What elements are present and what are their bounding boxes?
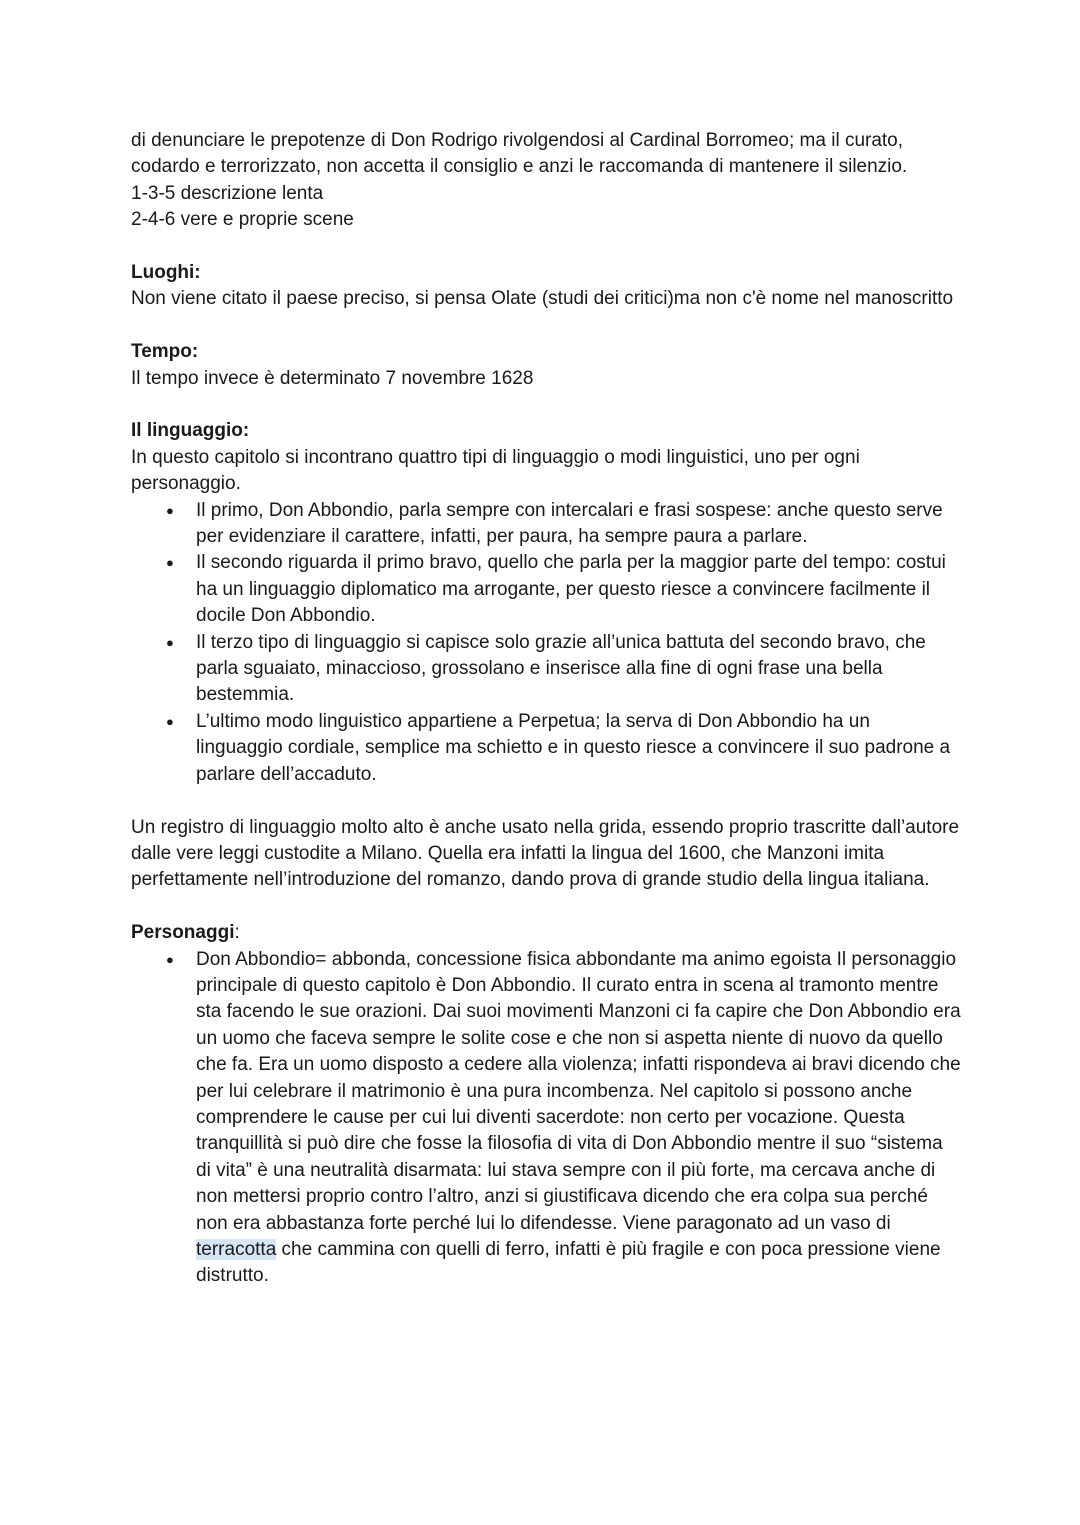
heading-luoghi: Luoghi:	[131, 262, 201, 284]
heading-colon: :	[234, 922, 240, 944]
list-item: ● Il secondo riguarda il primo bravo, quello che parla per la maggior parte del tempo: costui ha un linguaggio diplomatico ma arrogante, per questo riesce a convincere facilmente il docile Don Abbondio.	[196, 550, 961, 629]
spacer	[131, 313, 961, 339]
intro-chapters-scenes: 2-4-6 vere e proprie scene	[131, 209, 354, 231]
spacer	[131, 894, 961, 920]
list-item	[196, 947, 961, 1290]
spacer	[131, 392, 961, 418]
list-item: ● L’ultimo modo linguistico appartiene a Perpetua; la serva di Don Abbondio ha un linguaggio cordiale, semplice ma schietto e in questo riesce a convincere il suo padrone a parlare dell’accaduto.	[196, 709, 961, 788]
list-item: ● Il terzo tipo di linguaggio si capisce solo grazie all’unica battuta del secondo bravo, che parla sguaiato, minaccioso, grossolano e inserisce alla fine di ogni frase una bella bestemmia.	[196, 630, 961, 709]
linguaggio-intro: In questo capitolo si incontrano quattro tipi di linguaggio o modi linguistici, uno per ogni personaggio.	[131, 446, 860, 495]
registro-paragraph: Un registro di linguaggio molto alto è anche usato nella grida, essendo proprio trascritte dall’autore dalle vere leggi custodite a Milano. Quella era infatti la lingua del 1600, che Manzoni imita perfettamente nell’introduzione del romanzo, dando prova di grande studio della lingua italiana.	[131, 816, 960, 891]
text-before-highlight: Don Abbondio= abbonda, concessione fisica abbondante ma animo egoista Il personaggio principale di questo capitolo è Don Abbondio. Il curato entra in scena al tramonto mentre sta facendo le sue orazioni. Dai suoi movimenti Manzoni ci fa capire che Don Abbondio era un uomo che faceva sempre le solite cose e che non si aspetta niente di nuovo da quello che fa. Era un uomo disposto a cedere alla violenza; infatti rispondeva ai bravi dicendo che per lui celebrare il matrimonio è una pura incombenza. Nel capitolo si possono anche comprendere le cause per cui lui diventi sacerdote: non certo per vocazione. Questa tranquillità si può dire che fosse la filosofia di vita di Don Abbondio mentre il suo “sistema di vita” è una neutralità disarmata: lui stava sempre con il più forte, ma cercava anche di non mettersi proprio contro l’altro, anzi si giustificava dicendo che era colpa sua perché non era abbastanza forte perché lui lo difendesse. Viene paragonato ad un vaso di	[196, 948, 961, 1234]
spacer	[131, 234, 961, 260]
document-page	[131, 128, 961, 1290]
heading-personaggi-line	[131, 920, 961, 946]
list-item: ● Il primo, Don Abbondio, parla sempre con intercalari e frasi sospese: anche questo serve per evidenziare il carattere, infatti, per paura, ha sempre paura a parlare.	[196, 498, 961, 551]
heading-personaggi: Personaggi	[131, 922, 235, 944]
highlighted-word[interactable]: terracotta	[196, 1238, 277, 1260]
intro-chapters-slow: 1-3-5 descrizione lenta	[131, 182, 324, 204]
text-after-highlight: che cammina con quelli di ferro, infatti è più fragile e con poca pressione viene distrutto.	[196, 1238, 941, 1287]
heading-tempo: Tempo:	[131, 341, 199, 363]
tempo-text: Il tempo invece è determinato 7 novembre 1628	[131, 367, 534, 389]
personaggi-list	[131, 947, 961, 1290]
intro-paragraph: di denunciare le prepotenze di Don Rodrigo rivolgendosi al Cardinal Borromeo; ma il curato, codardo e terrorizzato, non accetta il consiglio e anzi le raccomanda di mantenere il silenzio.	[131, 130, 908, 178]
linguaggio-list	[131, 498, 961, 788]
luoghi-text: Non viene citato il paese preciso, si pensa Olate (studi dei critici)ma non c'è nome nel manoscritto	[131, 288, 954, 310]
heading-linguaggio: Il linguaggio:	[131, 420, 250, 442]
spacer	[131, 788, 961, 814]
